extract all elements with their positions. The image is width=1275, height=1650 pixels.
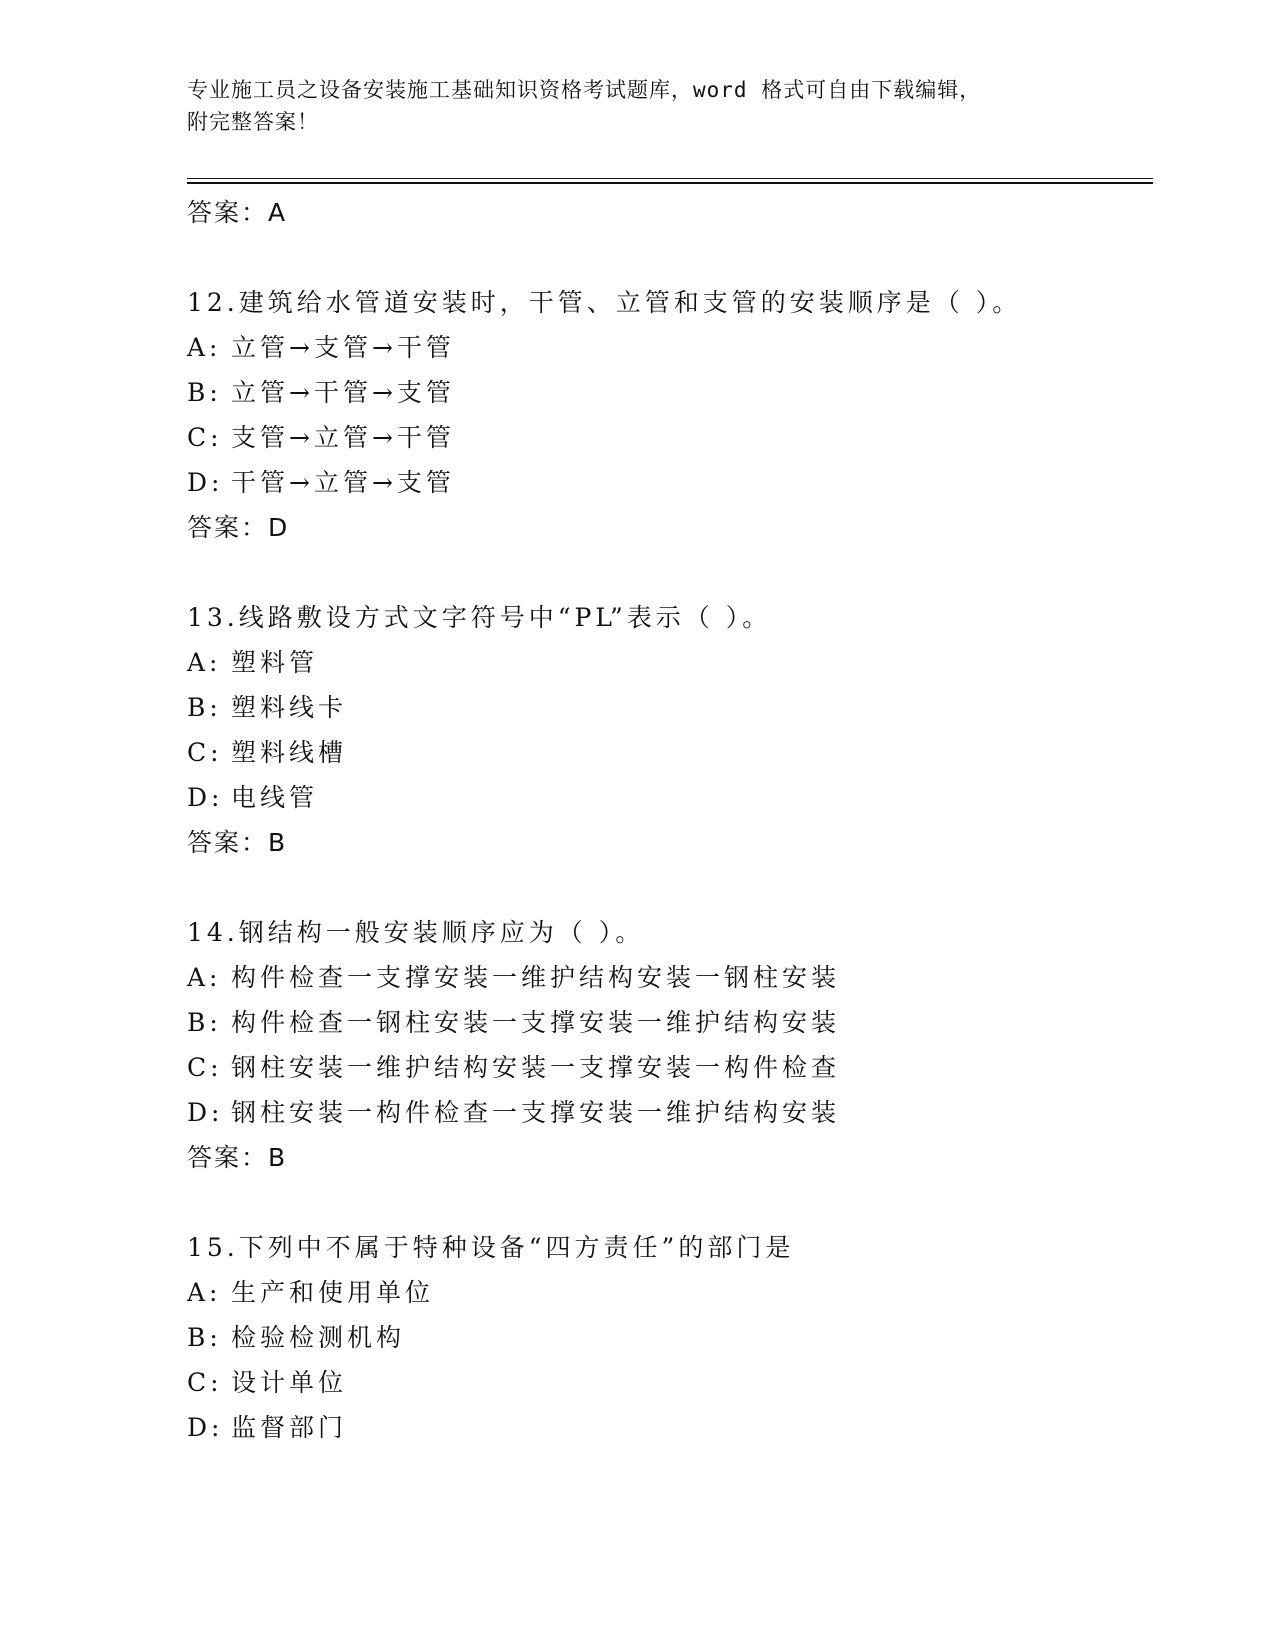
question-12: [187, 280, 1153, 550]
option-text: 立管→支管→干管: [231, 333, 455, 362]
option-text: 生产和使用单位: [231, 1278, 435, 1307]
header-rule-thin: [187, 178, 1153, 179]
option-letter: A:: [187, 1278, 222, 1307]
question-stem: 12.建筑给水管道安装时，干管、立管和支管的安装顺序是（ ）。: [187, 288, 1022, 317]
answer-line: [187, 190, 1153, 235]
question-stem: 13.线路敷设方式文字符号中“PL”表示（ ）。: [187, 603, 772, 632]
question-13: [187, 595, 1153, 865]
document-header: [187, 74, 1077, 138]
header-line-1: 专业施工员之设备安装施工基础知识资格考试题库，word 格式可自由下载编辑，: [187, 78, 982, 102]
option-letter: D:: [187, 1098, 224, 1127]
header-rule-thick: [187, 182, 1153, 184]
option-d: [187, 775, 1153, 820]
option-text: 监督部门: [231, 1413, 348, 1442]
answer-label: 答案：: [187, 198, 269, 227]
answer-label: 答案：: [187, 513, 269, 542]
answer-value: D: [268, 513, 290, 542]
option-text: 钢柱安装一构件检查一支撑安装一维护结构安装: [231, 1098, 841, 1127]
answer-label: 答案：: [187, 828, 269, 857]
option-letter: C:: [187, 1368, 223, 1397]
option-letter: B:: [187, 1323, 222, 1352]
option-letter: B:: [187, 1008, 222, 1037]
option-letter: C:: [187, 423, 223, 452]
option-letter: A:: [187, 333, 222, 362]
question-stem: 14.钢结构一般安装顺序应为（ ）。: [187, 918, 645, 947]
question-stem: 15.下列中不属于特种设备“四方责任”的部门是: [187, 1233, 795, 1262]
option-text: 检验检测机构: [231, 1323, 406, 1352]
option-a: [187, 325, 1153, 370]
option-letter: C:: [187, 1053, 223, 1082]
question-15: [187, 1225, 1153, 1450]
option-text: 支管→立管→干管: [231, 423, 455, 452]
option-a: [187, 640, 1153, 685]
option-b: [187, 685, 1153, 730]
answer-line: [187, 1135, 1153, 1180]
option-letter: B:: [187, 693, 222, 722]
option-text: 塑料线卡: [231, 693, 348, 722]
option-letter: D:: [187, 468, 224, 497]
answer-label: 答案：: [187, 1143, 269, 1172]
option-b: [187, 1315, 1153, 1360]
option-letter: A:: [187, 963, 222, 992]
option-b: [187, 370, 1153, 415]
question-14: [187, 910, 1153, 1180]
answer-line: [187, 505, 1153, 550]
option-letter: A:: [187, 648, 222, 677]
option-text: 电线管: [231, 783, 319, 812]
option-a: [187, 955, 1153, 1000]
option-d: [187, 1090, 1153, 1135]
answer-line: [187, 820, 1153, 865]
option-text: 塑料管: [231, 648, 319, 677]
option-letter: C:: [187, 738, 223, 767]
option-text: 构件检查一支撑安装一维护结构安装一钢柱安装: [231, 963, 841, 992]
option-text: 设计单位: [231, 1368, 348, 1397]
option-c: [187, 415, 1153, 460]
option-text: 塑料线槽: [231, 738, 348, 767]
option-text: 立管→干管→支管: [231, 378, 455, 407]
header-line-2: 附完整答案！: [187, 110, 319, 134]
option-text: 钢柱安装一维护结构安装一支撑安装一构件检查: [231, 1053, 841, 1082]
option-c: [187, 730, 1153, 775]
option-d: [187, 1405, 1153, 1450]
option-letter: D:: [187, 783, 224, 812]
answer-value: B: [268, 828, 288, 857]
option-c: [187, 1360, 1153, 1405]
option-text: 构件检查一钢柱安装一支撑安装一维护结构安装: [231, 1008, 841, 1037]
answer-value: B: [268, 1143, 288, 1172]
option-a: [187, 1270, 1153, 1315]
option-letter: B:: [187, 378, 222, 407]
document-content: [187, 190, 1153, 1450]
option-text: 干管→立管→支管: [231, 468, 455, 497]
option-letter: D:: [187, 1413, 224, 1442]
answer-value: A: [268, 198, 288, 227]
option-d: [187, 460, 1153, 505]
option-b: [187, 1000, 1153, 1045]
option-c: [187, 1045, 1153, 1090]
